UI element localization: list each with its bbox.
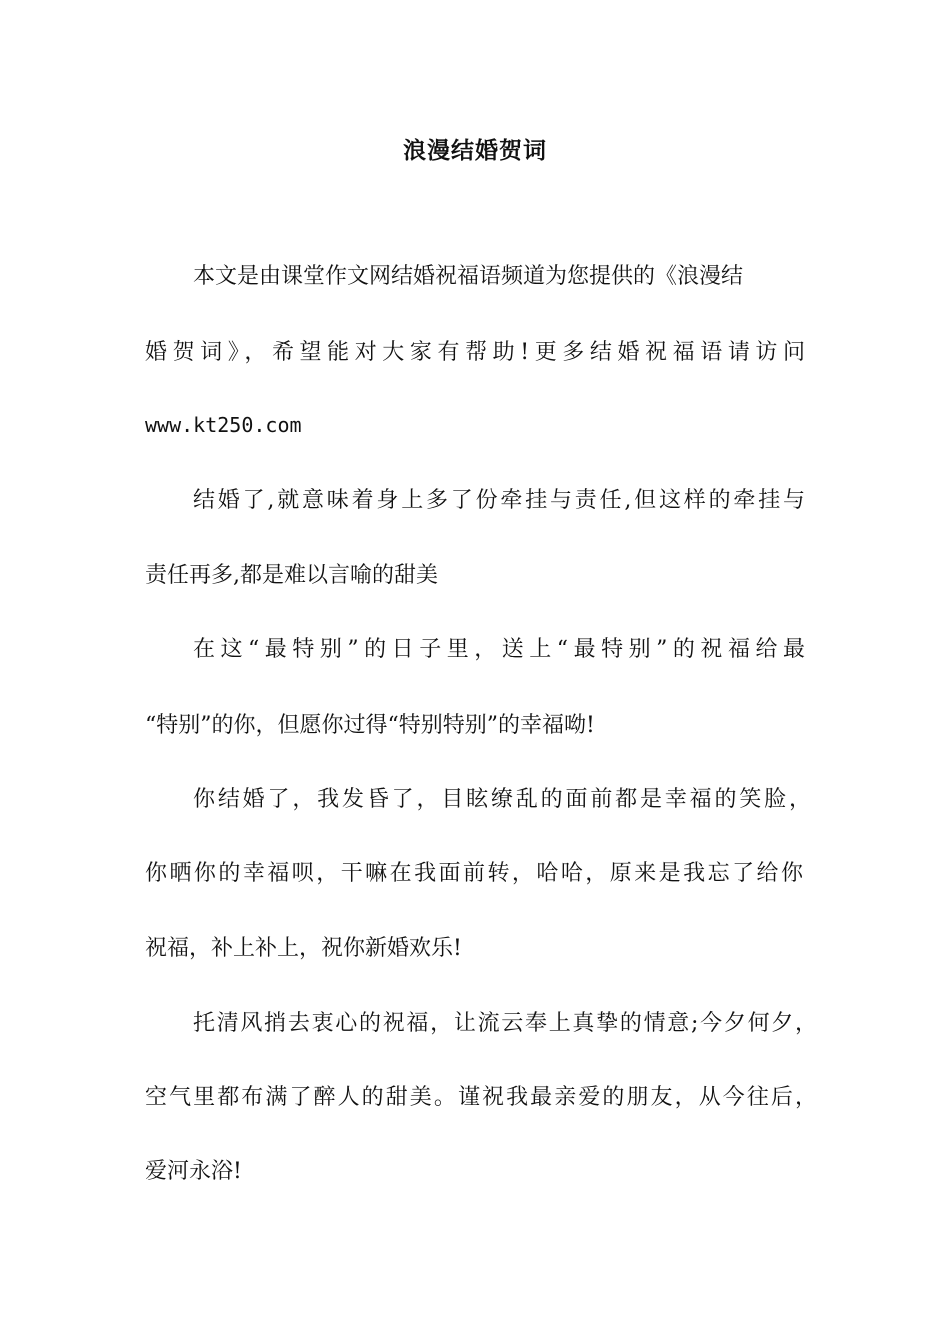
paragraph-2-line-1: 结婚了,就意味着身上多了份牵挂与责任,但这样的牵挂与 bbox=[193, 488, 805, 513]
paragraph-1-line-2: 婚贺词》，希望能对大家有帮助!更多结婚祝福语请访问 bbox=[145, 340, 805, 365]
paragraph-3-line-2: “特别”的你，但愿你过得“特别特别”的幸福呦! bbox=[145, 713, 595, 738]
paragraph-5-line-2: 空气里都布满了醉人的甜美。谨祝我最亲爱的朋友，从今往后， bbox=[145, 1085, 817, 1110]
paragraph-4-line-1: 你结婚了，我发昏了，目眩缭乱的面前都是幸福的笑脸， bbox=[193, 787, 811, 812]
paragraph-3-line-1: 在这“最特别”的日子里，送上“最特别”的祝福给最 bbox=[193, 637, 805, 662]
paragraph-2-line-2: 责任再多,都是难以言喻的甜美 bbox=[145, 563, 438, 588]
paragraph-1-url: www.kt250.com bbox=[145, 413, 302, 437]
paragraph-4-line-2: 你晒你的幸福呗，干嘛在我面前转，哈哈，原来是我忘了给你 bbox=[145, 861, 803, 886]
paragraph-5-line-1: 托清风捎去衷心的祝福，让流云奉上真挚的情意;今夕何夕， bbox=[193, 1011, 817, 1036]
paragraph-4-line-3: 祝福，补上补上，祝你新婚欢乐! bbox=[145, 936, 462, 961]
paragraph-1-line-1: 本文是由课堂作文网结婚祝福语频道为您提供的《浪漫结 bbox=[193, 264, 744, 289]
paragraph-5-line-3: 爱河永浴! bbox=[145, 1159, 242, 1184]
document-title: 浪漫结婚贺词 bbox=[403, 138, 547, 164]
